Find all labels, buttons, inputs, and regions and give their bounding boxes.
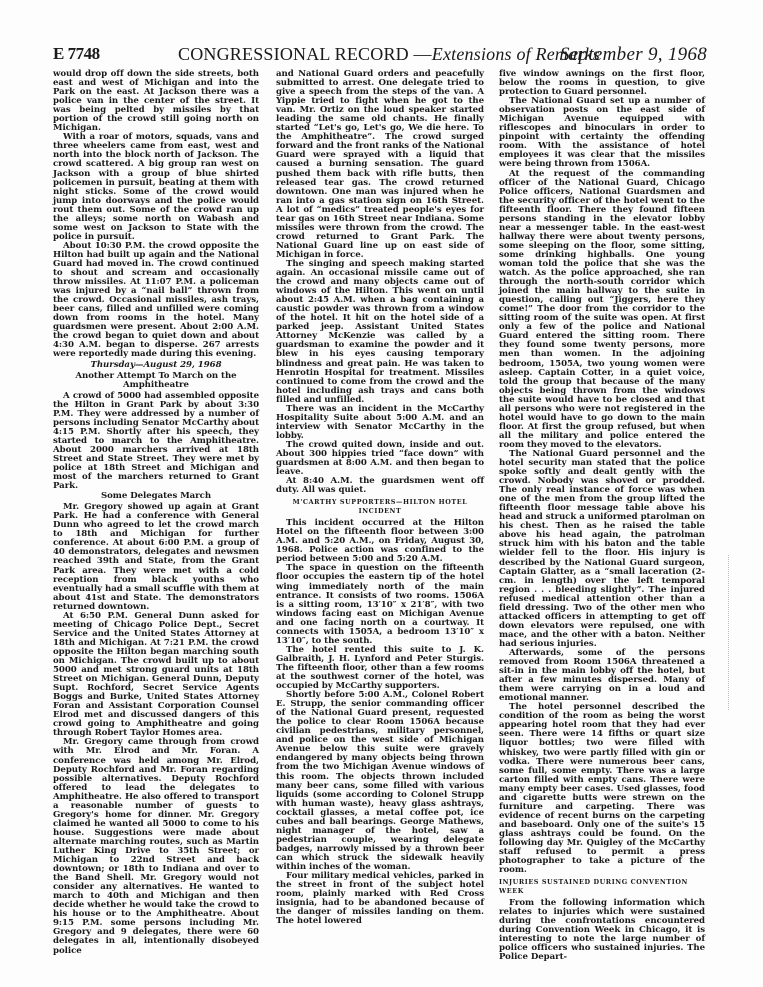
paragraph: The space in question on the fifteenth floor occupies the eastern tip of the hotel wing immediately north of the main entrance. It consists of two rooms. 1506A is a sitting room, 13′10″ x 21′8″, with two windows facing east on Michigan Avenue and one facing north on a courtway. It connects with 1505A, a bedroom 13′10″ x 13′10″, to the south. <box>276 563 484 646</box>
paragraph: would drop off down the side streets, both east and west of Michigan and into the Park on the east. At Jackson there was a police van in the center of the street. It was being pelted by missiles by that portion of the crowd still going north on Michigan. <box>53 69 259 134</box>
journal-title <box>178 44 600 65</box>
paragraph: Shortly before 5:00 A.M., Colonel Robert E. Strupp, the senior commanding officer of the National Guard present, requested the police to clear Room 1506A because civilian pedestrians, military personnel, and police on the west side of Michigan Avenue below this suite were gravely endangered by many objects being thrown from the two Michigan Avenue windows of this room. The objects thrown included many beer cans, some filled with various liquids (some according to Colonel Strupp with human waste), heavy glass ashtrays, cocktail glasses, a metal coffee pot, ice cubes and ball bearings. George Mathews, night manager of the hotel, saw a pedestrian couple, wearing delegate badges, narrowly missed by a thrown beer can which struck the sidewalk heavily within inches of the woman. <box>276 690 484 872</box>
section-heading-date: Thursday—August 29, 1968 <box>90 359 222 370</box>
page-header <box>50 44 734 66</box>
paragraph: The National Guard personnel and the hotel security man stated that the police spoke softly and dealt gently with the crowd. Nobody was shoved or prodded. The only real instance of force was when one of the men from the group lifted the fifteenth floor message table above his head and struck a uniformed ptarolman on his chest. Then as he raised the table above his head again, the patrolman struck him with his baton and the table wielder fell to the floor. His injury is described by the National Guard surgeon, Captain Glatter, as a “small laceration (2-cm. in length) over the left temporal region . . . bleeding slightly”. The injured refused medical attention other than a field dressing. Two of the other men who attacked officers in attempting to get off down elevators were repulsed, one with mace, and the other with a baton. Neither had serious injuries. <box>499 448 705 649</box>
paragraph: This incident occurred at the Hilton Hotel on the fifteenth floor between 3:00 A.M. and 5:20 A.M., on Friday, August 30, 1968. Police action was confined to the period between 5:00 and 5:20 A.M. <box>276 518 484 565</box>
section-heading-delegates: Some Delegates March <box>100 491 212 502</box>
paragraph: Mr. Gregory came through from crowd with Mr. Elrod and Mr. Foran. A conference was held among Mr. Elrod, Deputy Rochford and Mr. Foran regarding possible alternatives. Deputy Rochford offered to lead the delegates to Amphitheatre. He also offered to transport a reasonable number of guests to Gregory's home for dinner. Mr. Gregory claimed he wanted all 5000 to come to his house. Suggestions were made about alternate marching routes, such as Martin Luther King Drive to 35th Street; or Michigan to 22nd Street and back downtown; or 18th to Indiana and over to the Band Shell. Mr. Gregory would not consider any alternatives. He wanted to march to 40th and Michigan and then decide whether he would take the crowd to his house or to the Amphitheatre. About 9:15 P.M. some persons including Mr. Gregory and 9 delegates, there were 60 delegates in all, intentionally disobeyed police <box>53 737 259 956</box>
column-middle <box>276 70 484 926</box>
section-heading-march: Another Attempt To March on the Amphitheatre <box>75 370 237 390</box>
section-heading-injuries: INJURIES SUSTAINED DURING CONVENTION WEEK <box>499 878 688 896</box>
paragraph: The hotel personnel described the condition of the room as being the worst appearing hotel room that they had ever seen. There were 14 fifths or quart size liquor bottles; two were filled with whiskey, two were partly filled with gin or vodka. There were numerous beer cans, some full, some empty. There was a large carton filled with empty cans. There were many empty beer cases. Used glasses, food and cigarette butts were strewn on the furniture and carpeting. There was evidence of recent burns on the carpeting and baseboard. Only one of the suite's 15 glass ashtrays could be found. On the following day Mr. Quigley of the McCarthy staff refused to permit a press photographer to take a picture of the room. <box>499 702 705 876</box>
journal-name: CONGRESSIONAL RECORD <box>178 44 409 64</box>
paragraph: From the following information which relates to injuries which were sustained during the confrontations encountered during Convention Week in Chicago, it is interesting to note the large number of police officers who sustained injuries. The Police Depart- <box>499 898 705 963</box>
paragraph: At 8:40 A.M. the guardsmen went off duty. All was quiet. <box>276 476 484 496</box>
paragraph: The crowd quited down, inside and out. About 300 hippies tried “face down” with guardsmen at 8:00 A.M. and then began to leave. <box>276 439 484 478</box>
paragraph: With a roar of motors, squads, vans and three wheelers came from east, west and north into the block north of Jackson. The crowd scattered. A big group ran west on Jackson with a group of blue shirted policemen in pursuit, beating at them with night sticks. Some of the crowd would jump into doorways and the police would rout them out. Some of the crowd ran up the alleys; some north on Wabash and some west on Jackson to State with the police in pursuit. <box>53 132 259 242</box>
column-left <box>53 70 259 956</box>
column-right <box>499 70 705 963</box>
paragraph: There was an incident in the McCarthy Hospitality Suite about 5:00 A.M. and an interview with Senator McCarthy in the lobby. <box>276 403 484 441</box>
paragraph: Mr. Gregory showed up again at Grant Park. He had a conference with General Dunn who agreed to let the crowd march to 18th and Michigan for further conference. At about 6:00 P.M. a group of 40 demonstrators, delegates and newsmen reached 39th and State, from the Grant Park area. They were met with a cold reception from black youths who eventually had a small scuffle with them at about 41st and State. The demonstrators returned downtown. <box>53 502 259 612</box>
paragraph: The National Guard set up a number of observation posts on the east side of Michigan Avenue equipped with riflescopes and binoculars in order to pinpoint with certainty the offending room. With the assistance of hotel employees it was clear that the missiles were being thrown from 1506A. <box>499 96 705 170</box>
paragraph: The hotel rented this suite to J. K. Galbraith, J. H. Lynford and Peter Sturgis. The fifteenth floor, other than a few rooms at the southwest corner of the hotel, was occupied by McCarthy supporters. <box>276 644 484 692</box>
paragraph: Afterwards, some of the persons removed from Room 1506A threatened a sit-in in the main lobby off the hotel, but after a few minutes dispersed. Many of them were carrying on in a loud and emotional manner. <box>499 648 705 704</box>
paragraph: At the request of the commanding officer of the National Guard, Chicago Police officers, National Guardsmen and the security officer of the hotel went to the fifteenth floor. There they found fifteen persons standing in the elevator lobby near a messenger table. In the east-west hallway there were about twenty persons, some sleeping on the floor, some sitting, some drinking highballs. One young woman told the police that she was the watch. As the police approached, she ran through the north-south corridor which joined the main hallway to the suite in question, calling out “Jiggers, here they come!” The door from the corridor to the sitting room of the suite was open. At first only a few of the police and National Guard entered the sitting room. There they found some twenty persons, more men than women. In the adjoining bedroom, 1505A, two young women were asleep. Captain Cotter, in a quiet voice, told the group that because of the many objects being thrown from the windows the suite would have to be closed and that all persons who were not registered in the hotel would have to go down to the main floor. At first the group refused, but when all the military and police entered the room they moved to the elevators. <box>499 168 705 450</box>
paragraph: Four military medical vehicles, parked in the street in front of the subject hotel room, plainly marked with Red Cross insignia, had to be abandoned because of the danger of missiles landing on them. The hotel lowered <box>276 871 484 927</box>
section-name: Extensions of Remarks <box>431 44 600 64</box>
paragraph: A crowd of 5000 had assembled opposite the Hilton in Grant Park by about 3:30 P.M. They were addressed by a number of persons including Senator McCarthy about 4:15 P.M. Shortly after his speech, they started to march to the Amphitheatre. About 2000 marchers arrived at 18th Street and State Street. They were met by police at 18th Street and Michigan and most of the marchers returned to Grant Park. <box>53 390 259 492</box>
scan-margin-artifact <box>728 555 730 710</box>
page-number: E 7748 <box>53 44 100 63</box>
issue-date: September 9, 1968 <box>560 44 708 65</box>
paragraph: At 6:50 P.M. General Dunn asked for meeting of Chicago Police Dept., Secret Service and the United States Attorney at 18th and Michigan. At 7:21 P.M. the crowd opposite the Hilton began marching south on Michigan. The crowd built up to about 5000 and met strong guard units at 18th Street on Michigan. General Dunn, Deputy Supt. Rochford, Secret Service Agents Boggs and Burke, United States Attorney Foran and Assistant Corporation Counsel Elrod met and discussed dangers of this crowd going to Amphitheatre and going through Robert Taylor Homes area. <box>53 610 259 739</box>
paragraph: five window awnings on the first floor, below the rooms in question, to give protection to Guard personnel. <box>499 69 705 98</box>
section-heading-incident: M'CARTHY SUPPORTERS—HILTON HOTEL INCIDENT <box>292 498 468 516</box>
paragraph: and National Guard orders and peacefully submitted to arrest. One delegate tried to give a speech from the steps of the van. A Yippie tried to fight when he got to the van. Mr. Ortiz on the loud speaker started leading the same old chants. He finally started “Let's go, Let's go, We die here. To the Amphitheatre”. The crowd surged forward and the front ranks of the National Guard were sprayed with a liquid that caused a burning sensation. The guard pushed them back with rifle butts, then released tear gas. The crowd returned downtown. One man was injured when he ran into a gas station sign on 16th Street. A lot of “medics” treated people's eyes for tear gas on 16th Street near Indiana. Some missiles were thrown from the crowd. The crowd returned to Grant Park. The National Guard line up on east side of Michigan in force. <box>276 69 484 260</box>
title-dash: — <box>408 44 432 64</box>
paragraph: The singing and speech making started again. An occasional missile came out of the crowd and many objects came out of windows of the Hilton. This went on until about 2:45 A.M. when a bag containing a caustic powder was thrown from a window of the hotel. It hit on the hotel side of a parked jeep. Assistant United States Attorney McKenzie was called by a guardsman to examine the powder and it blew in his eyes causing temporary blindness and great pain. He was taken to Henrotin Hospital for treatment. Missiles continued to come from the crowd and the hotel including ash trays and cans both filled and unfilled. <box>276 258 484 405</box>
paragraph: About 10:30 P.M. the crowd opposite the Hilton had built up again and the National Guard had moved in. The crowd continued to shout and scream and occasionally throw missiles. At 11:07 P.M. a policeman was injured by a “nail ball” thrown from the crowd. Occasional missiles, ash trays, beer cans, filled and unfilled were coming down from rooms in the hotel. Many guardsmen were present. About 2:00 A.M. the crowd began to quiet down and about 4:30 A.M. began to disperse. 267 arrests were reportedly made during this evening. <box>53 240 259 360</box>
